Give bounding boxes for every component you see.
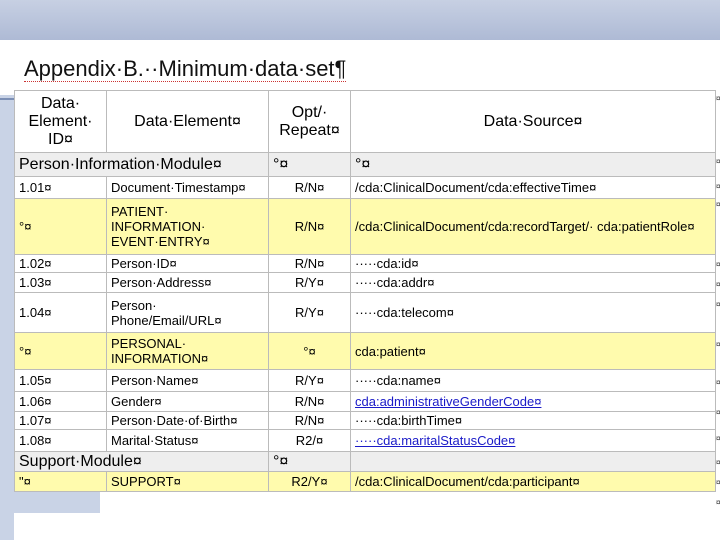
row-id: "¤ xyxy=(15,472,107,492)
module-source: °¤ xyxy=(351,153,716,177)
row-id: °¤ xyxy=(15,199,107,255)
row-id: 1.08¤ xyxy=(15,430,107,452)
row-element: Gender¤ xyxy=(107,392,269,412)
row-element: Person·ID¤ xyxy=(107,255,269,273)
row-id: 1.06¤ xyxy=(15,392,107,412)
row-element: Marital·Status¤ xyxy=(107,430,269,452)
top-banner xyxy=(0,0,720,40)
table-row xyxy=(15,293,716,333)
row-opt: R/Y¤ xyxy=(269,370,351,392)
row-opt: °¤ xyxy=(269,333,351,370)
row-end-mark: ¤ xyxy=(716,200,720,209)
table-row xyxy=(15,333,716,370)
row-element: Person·Date·of·Birth¤ xyxy=(107,412,269,430)
row-element: Person· Phone/Email/URL¤ xyxy=(107,293,269,333)
header-data-element-id: Data· Element· ID¤ xyxy=(15,91,107,153)
row-source: ·····cda:birthTime¤ xyxy=(351,412,716,430)
row-source xyxy=(351,430,716,452)
row-end-mark: ¤ xyxy=(716,157,720,166)
row-end-mark: ¤ xyxy=(716,300,720,309)
table-row xyxy=(15,177,716,199)
minimum-data-set-table xyxy=(14,90,716,492)
header-data-source: Data·Source¤ xyxy=(351,91,716,153)
row-element: PATIENT· INFORMATION· EVENT·ENTRY¤ xyxy=(107,199,269,255)
row-opt: R/N¤ xyxy=(269,177,351,199)
row-source: ·····cda:addr¤ xyxy=(351,273,716,293)
row-id: 1.02¤ xyxy=(15,255,107,273)
page-title: Appendix·B.··Minimum·data·set¶ xyxy=(24,56,347,81)
module-row-person xyxy=(15,153,716,177)
row-id: 1.04¤ xyxy=(15,293,107,333)
row-source: /cda:ClinicalDocument/cda:recordTarget/· cda:patientRole¤ xyxy=(351,199,716,255)
row-opt: R2/¤ xyxy=(269,430,351,452)
row-end-mark: ¤ xyxy=(716,260,720,269)
table-row xyxy=(15,273,716,293)
row-end-mark: ¤ xyxy=(716,408,720,417)
row-element: Person·Name¤ xyxy=(107,370,269,392)
table-row xyxy=(15,255,716,273)
table-row xyxy=(15,430,716,452)
row-source: /cda:ClinicalDocument/cda:participant¤ xyxy=(351,472,716,492)
table-row xyxy=(15,392,716,412)
module-opt: °¤ xyxy=(269,452,351,472)
row-element: Person·Address¤ xyxy=(107,273,269,293)
header-data-element: Data·Element¤ xyxy=(107,91,269,153)
row-end-mark: ¤ xyxy=(716,458,720,467)
row-id: 1.07¤ xyxy=(15,412,107,430)
header-opt-repeat: Opt/· Repeat¤ xyxy=(269,91,351,153)
row-end-mark: ¤ xyxy=(716,94,720,103)
row-end-mark: ¤ xyxy=(716,498,720,507)
row-opt: R/N¤ xyxy=(269,199,351,255)
cut-off-region xyxy=(14,513,714,540)
row-opt: R/N¤ xyxy=(269,392,351,412)
row-opt: R/Y¤ xyxy=(269,293,351,333)
row-element: Document·Timestamp¤ xyxy=(107,177,269,199)
row-end-mark: ¤ xyxy=(716,280,720,289)
row-end-mark: ¤ xyxy=(716,182,720,191)
row-source: ·····cda:id¤ xyxy=(351,255,716,273)
table-row xyxy=(15,370,716,392)
row-source: /cda:ClinicalDocument/cda:effectiveTime¤ xyxy=(351,177,716,199)
table-row xyxy=(15,472,716,492)
row-source xyxy=(351,392,716,412)
module-label: Person·Information·Module¤ xyxy=(15,153,269,177)
marital-status-code-link[interactable]: ·····cda:maritalStatusCode¤ xyxy=(355,433,516,448)
gender-code-link[interactable]: cda:administrativeGenderCode¤ xyxy=(355,394,542,409)
table-header-row xyxy=(15,91,716,153)
row-end-mark: ¤ xyxy=(716,478,720,487)
row-opt: R/N¤ xyxy=(269,412,351,430)
row-id: 1.05¤ xyxy=(15,370,107,392)
module-source xyxy=(351,452,716,472)
row-element: SUPPORT¤ xyxy=(107,472,269,492)
row-id: 1.03¤ xyxy=(15,273,107,293)
row-opt: R/Y¤ xyxy=(269,273,351,293)
row-source: ·····cda:name¤ xyxy=(351,370,716,392)
row-end-mark: ¤ xyxy=(716,340,720,349)
row-end-mark: ¤ xyxy=(716,434,720,443)
table-row xyxy=(15,412,716,430)
row-id: 1.01¤ xyxy=(15,177,107,199)
module-opt: °¤ xyxy=(269,153,351,177)
row-element: PERSONAL· INFORMATION¤ xyxy=(107,333,269,370)
row-end-mark: ¤ xyxy=(716,378,720,387)
row-id: °¤ xyxy=(15,333,107,370)
table-row xyxy=(15,199,716,255)
module-row-support xyxy=(15,452,716,472)
row-source: cda:patient¤ xyxy=(351,333,716,370)
row-opt: R/N¤ xyxy=(269,255,351,273)
row-source: ·····cda:telecom¤ xyxy=(351,293,716,333)
row-opt: R2/Y¤ xyxy=(269,472,351,492)
module-label: Support·Module¤ xyxy=(15,452,269,472)
